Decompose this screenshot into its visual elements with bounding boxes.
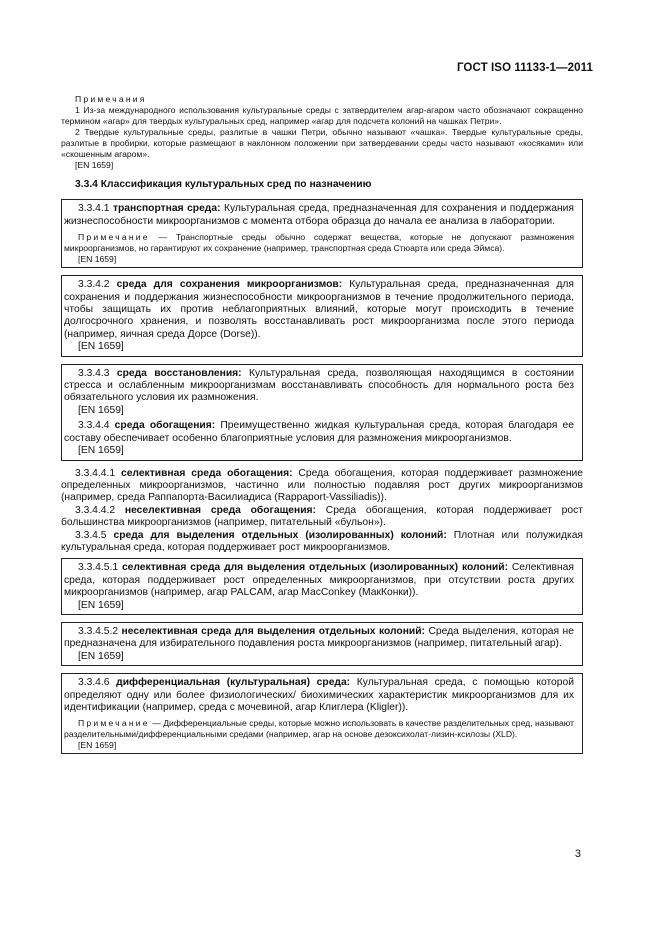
entry-term: неселективная среда обогащения: <box>124 504 316 516</box>
entry-definition: Культуральная среда, с помощью которой определяют одну или более физиологических/ биохимических характеристик микроорганизмов для их идентификации (например, среда с мочевиной, агар Клиглера (Kligler)). <box>64 677 574 713</box>
entry-33452 <box>64 626 574 651</box>
entry-number: 3.3.4.4 <box>78 420 110 432</box>
entry-definition: Плотная или полужидкая культуральная среда, которая поддерживает рост микроорганизмов. <box>61 529 583 553</box>
page-content <box>61 94 583 761</box>
entry-33441 <box>61 468 583 505</box>
entry-definition: Преимущественно жидкая культуральная среда, которая благодаря ее составу обеспечивает особенно благоприятные условия для размножения микроорганизмов. <box>64 420 574 444</box>
entry-33442 <box>61 505 583 530</box>
entry-term: неселективная среда для выделения отдельных колоний: <box>121 625 426 637</box>
entry-ref: [EN 1659] <box>78 341 124 353</box>
entry-ref: [EN 1659] <box>78 445 124 457</box>
note-2: 2 Твердые культуральные среды, разлитые в чашки Петри, обычно называют «чашка». Твердые культуральные среды, разлитые в пробирки, которые размещают в наклонном положении при затвердевании среды часто называют «косяками» или «скошенным агаром». <box>61 127 583 159</box>
notes-ref: [EN 1659] <box>75 160 114 170</box>
entry-3341 <box>64 203 574 228</box>
entry-number: 3.3.4.4.2 <box>75 504 116 516</box>
note-text: — Транспортные среды обычно содержат вещества, которые не допускают размножения микроорганизмов, но гарантируют их сохранение (например, транспортная среда Стюарта или среда Эймса). <box>64 232 575 254</box>
page-number: 3 <box>574 848 581 860</box>
document-id: ГОСТ ISO 11133-1—2011 <box>456 62 593 74</box>
entry-note-3341 <box>64 232 574 254</box>
entry-definition: Среда обогащения, которая поддерживает рост большинства микроорганизмов (например, питательный «бульон»). <box>61 504 583 529</box>
entry-term: среда обогащения: <box>114 420 216 432</box>
entry-number: 3.3.4.5 <box>75 529 107 541</box>
entry-term: среда для выделения отдельных (изолированных) колоний: <box>113 529 447 541</box>
entry-3346 <box>64 677 574 714</box>
entry-number: 3.3.4.5.2 <box>78 625 119 637</box>
entry-33451 <box>64 562 574 599</box>
entry-box-3343-3344 <box>61 364 583 461</box>
entry-number: 3.3.4.2 <box>78 279 110 291</box>
entry-box-3346 <box>61 673 583 754</box>
entry-number: 3.3.4.3 <box>78 367 110 379</box>
entry-box-3342 <box>61 275 583 356</box>
entry-3342 <box>64 279 574 341</box>
entry-definition: Среда выделения, которая не предназначена для избирательного подавления роста микроорганизмов (например, питательный агар). <box>64 625 574 650</box>
note-1: 1 Из-за международного использования культуральные среды с затвердителем агар-агаром часто обозначают сокращенно термином «агар» для твердых культуральных сред, например «агар для подсчета колоний на чашках Петри». <box>61 105 583 126</box>
entry-definition: Культуральная среда, предназначенная для сохранения и поддержания жизнеспособности микроорганизмов с момента отбора образца до начала ее анализа в лаборатории. <box>64 203 574 227</box>
entry-term: селективная среда обогащения: <box>120 467 293 479</box>
entry-box-3341 <box>61 199 583 268</box>
entry-3344 <box>64 420 574 445</box>
entry-definition: Селективная среда, которая поддерживает рост определенных микроорганизмов, при отсутствии роста других микроорганизмов (например, агар PALCAM, агар MacConkey (МакКонки)). <box>64 562 574 599</box>
entry-term: селективная среда для выделения отдельных (изолированных) колоний: <box>121 562 508 574</box>
entry-3345 <box>61 530 583 555</box>
entry-term: среда восстановления: <box>116 367 242 379</box>
note-label: Примечание <box>78 232 150 243</box>
note-label: Примечание <box>78 718 150 729</box>
entry-definition: Среда обогащения, которая поддерживает размножение определенных микроорганизмов, частично или полностью подавляя рост других микроорганизмов (например, среда Раппапорта-Василиадиса (Rappaport-Vassiliadis)). <box>61 467 583 504</box>
entry-term: среда для сохранения микроорганизмов: <box>116 279 343 291</box>
entry-number: 3.3.4.5.1 <box>78 562 119 574</box>
entry-box-33452 <box>61 622 583 666</box>
notes-title: Примечания <box>75 94 147 104</box>
section-title: 3.3.4 Классификация культуральных сред по назначению <box>75 179 372 190</box>
entry-number: 3.3.4.1 <box>78 203 110 215</box>
entry-box-33451 <box>61 558 583 615</box>
entry-ref: [EN 1659] <box>78 599 124 611</box>
entry-note-3346 <box>64 718 574 740</box>
entry-definition: Культуральная среда, позволяющая находящимся в состоянии стресса и ослабленным микроорганизмам восстанавливать способность для нормального роста без обязательного условия их размножения. <box>64 367 574 404</box>
entry-ref: [EN 1659] <box>78 404 124 416</box>
entry-number: 3.3.4.6 <box>78 677 110 689</box>
entry-ref: [EN 1659] <box>78 740 117 751</box>
note-text: — Дифференциальные среды, которые можно использовать в качестве разделительных сред, называют разделительными/дифференциальными средами (например, агар на основе дезоксихолат-лизин-ксилозы (XLD). <box>64 718 574 740</box>
entry-ref: [EN 1659] <box>78 254 117 265</box>
entry-term: транспортная среда: <box>112 203 221 215</box>
entry-3343 <box>64 368 574 405</box>
entry-number: 3.3.4.4.1 <box>75 467 116 479</box>
entry-definition: Культуральная среда, предназначенная для сохранения и поддержания жизнеспособности микроорганизмов в течение продолжительного периода, чтобы защищать их против неблагоприятных влияний, которые могут происходить в течение долгосрочного хранения, и позволять восстанавливать рост микроорганизма после этого периода (например, яичная среда Дорсе (Dorse)). <box>64 279 574 340</box>
entry-ref: [EN 1659] <box>78 650 124 662</box>
entry-term: дифференциальная (культуральная) среда: <box>116 677 351 689</box>
